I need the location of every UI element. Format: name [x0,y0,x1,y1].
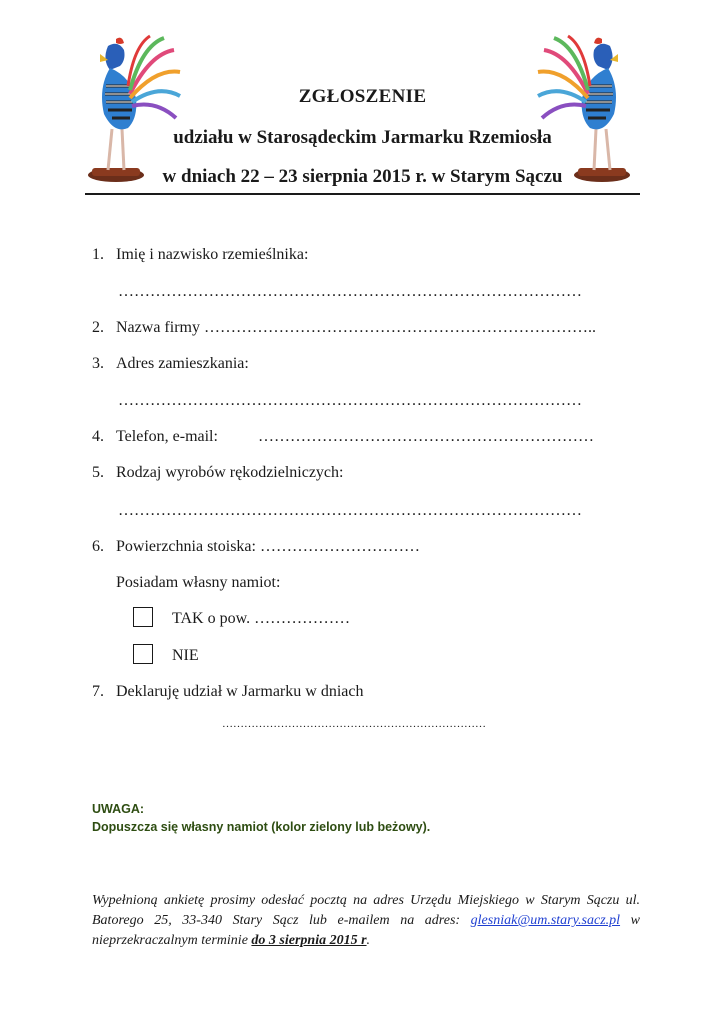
tent-question: Posiadam własny namiot: [116,574,281,591]
form-item-address: 3. Adres zamieszkania: [92,355,249,372]
tent-no-label: NIE [172,647,199,664]
tent-no-checkbox[interactable] [133,644,153,664]
contact-field[interactable]: ……………………………………………………… [258,428,594,445]
name-field[interactable]: …………………………………………………………………………… [118,283,582,300]
deadline: do 3 sierpnia 2015 r [251,933,367,948]
stand-area-field[interactable]: ………………………… [259,538,420,555]
tent-yes-label: TAK o pow. ……………… [172,610,351,627]
submission-instructions: Wypełnioną ankietę prosimy odesłać pocztą na adres Urzędu Miejskiego w Starym Sączu ul. Batorego 25, 33-340 Stary Sącz lub e-mailem na adres: glesniak@um.stary.sacz.pl w nieprzekraczalnym terminie do 3 sierpnia 2015 r. [92,893,640,948]
form-item-products: 5. Rodzaj wyrobów rękodzielniczych: [92,464,344,481]
form-item-name: 1. Imię i nazwisko rzemieślnika: [92,246,309,263]
form-item-contact: 4. Telefon, e-mail: [92,428,218,445]
rooster-illustration [532,34,632,184]
form-item-days: 7. Deklaruję udział w Jarmarku w dniach [92,683,364,700]
event-dates: w dniach 22 – 23 sierpnia 2015 r. w Starym Sączu [162,166,563,187]
header-divider [85,193,640,195]
form-subtitle: udziału w Starosądeckim Jarmarku Rzemiosła [173,127,552,148]
days-field[interactable]: ……………………………………………………………… [222,718,486,730]
notice-text: Dopuszcza się własny namiot (kolor zielony lub beżowy). [92,820,431,834]
form-item-stand-area: 6. Powierzchnia stoiska: ………………………… [92,538,420,555]
tent-yes-checkbox[interactable] [133,607,153,627]
form-title: ZGŁOSZENIE [298,86,427,107]
products-field[interactable]: …………………………………………………………………………… [118,502,582,519]
form-item-company: 2. Nazwa firmy ……………………………………………………………….. [92,319,596,336]
address-field[interactable]: …………………………………………………………………………… [118,392,582,409]
notice-heading: UWAGA: [92,802,145,816]
email-link[interactable]: glesniak@um.stary.sacz.pl [470,913,621,928]
company-field[interactable]: ……………………………………………………………….. [203,319,596,336]
rooster-illustration [86,34,186,184]
